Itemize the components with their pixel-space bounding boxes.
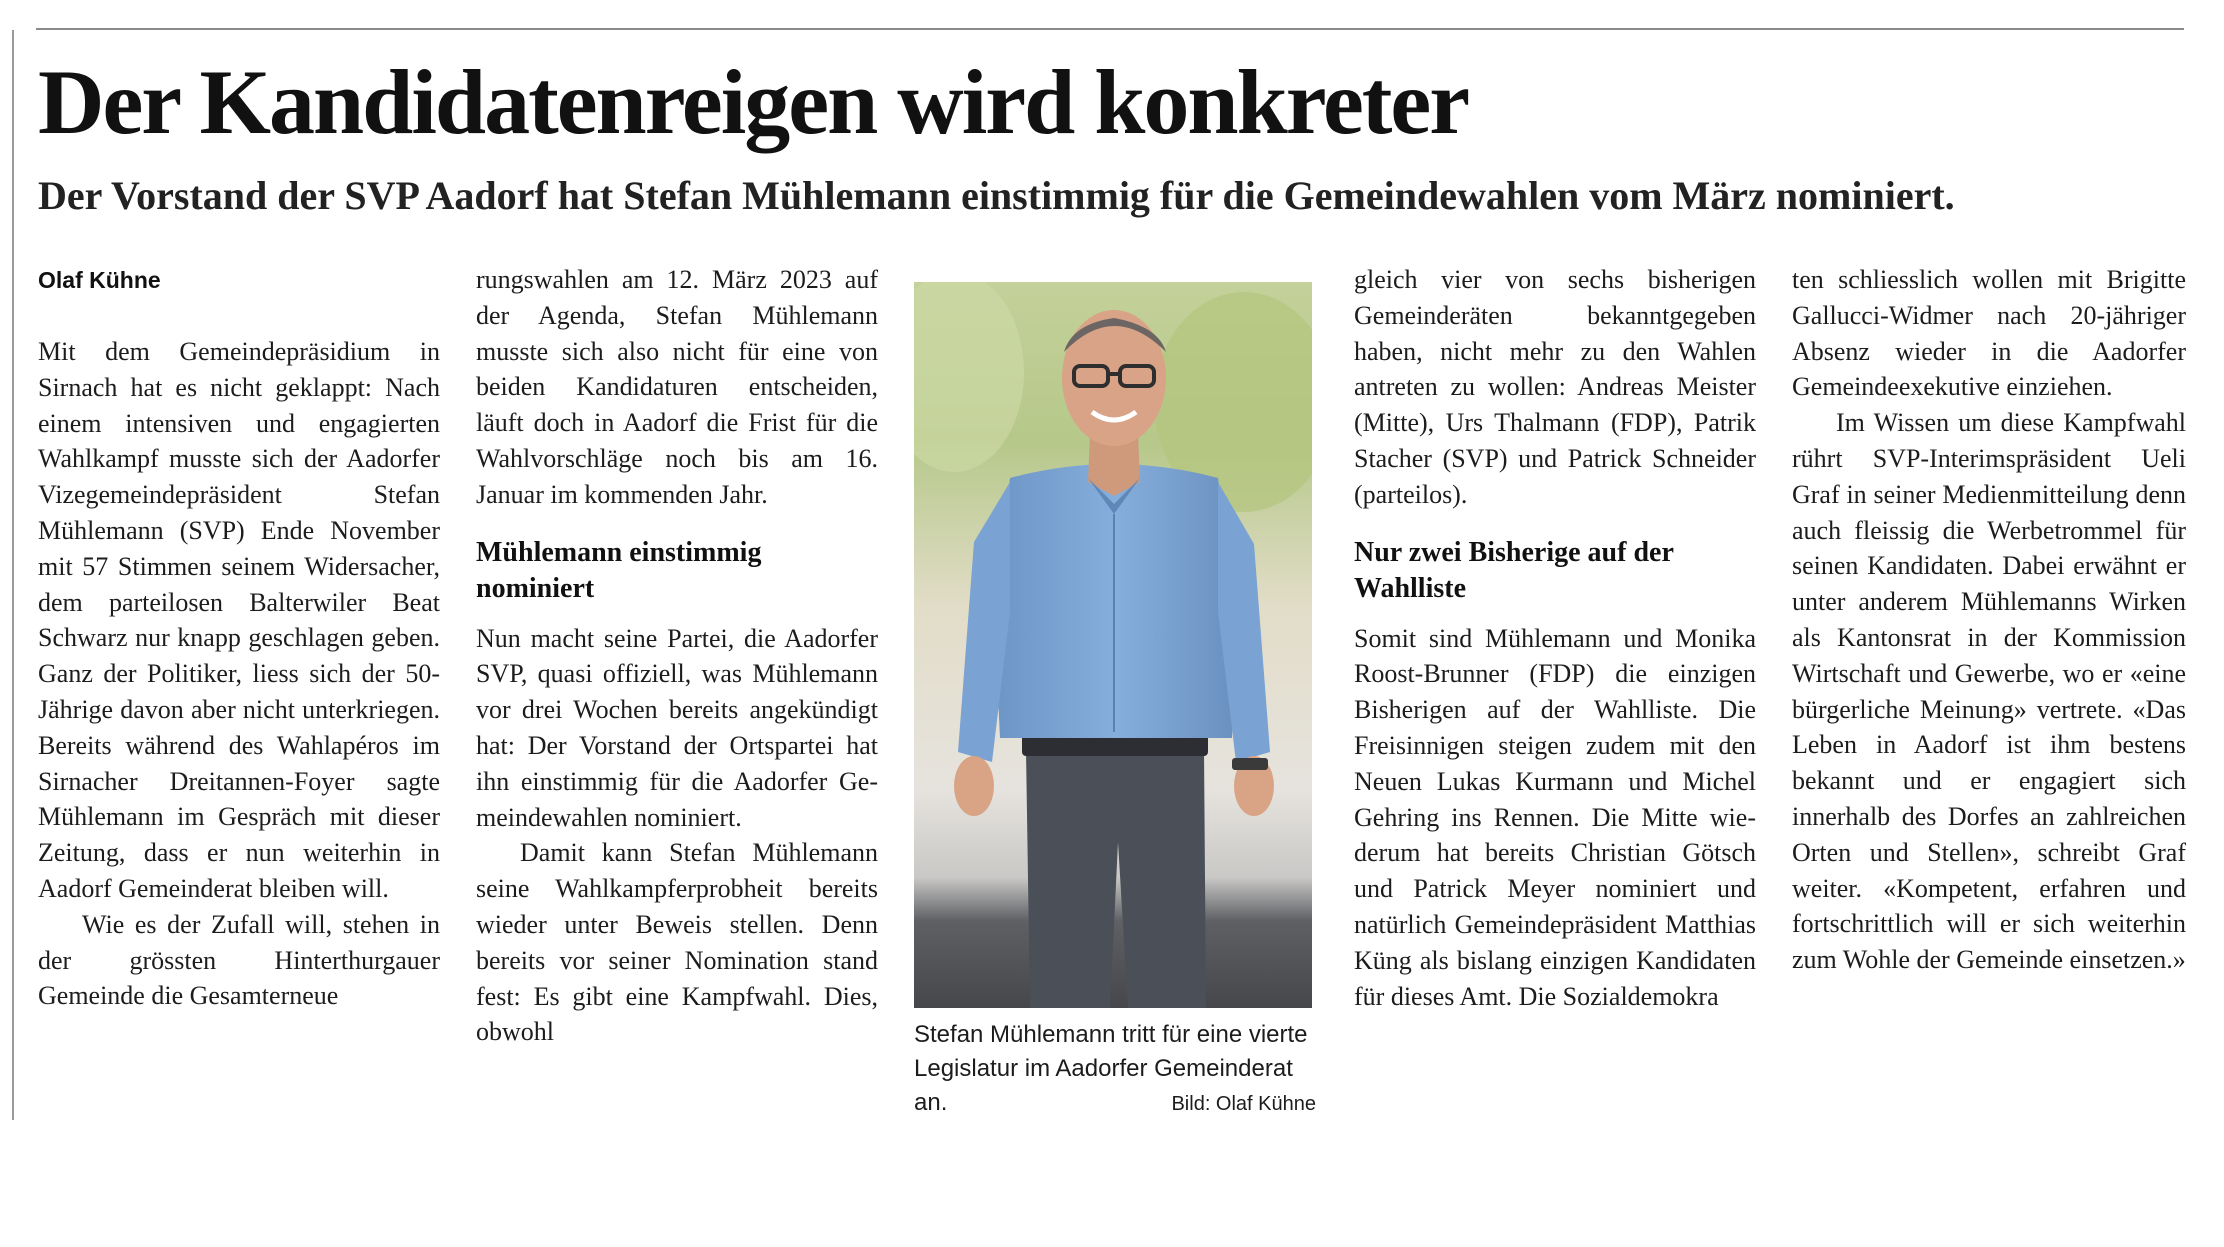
paragraph: Somit sind Mühlemann und Monika Roost-Brunner (FDP) die einzigen Bisherigen auf der Wahlliste. Die Freisinnigen steigen zudem mit den Neuen Lukas Kurmann und Michel Gehring ins Rennen. Die Mitte wiederum hat bereits Christian Götsch und Patrick Meyer nominiert und natürlich Gemeindepräsident Matthias Küng als bislang einzigen Kandidaten für dieses Amt. Die Sozialdemokra [1354,623,1756,1011]
photo-credit: Bild: Olaf Kühne [1171,1093,1316,1115]
caption-text: Stefan Mühlemann tritt für eine vierte Legislatur im Aadorfer Gemeinderat an. [914,1021,1308,1116]
paragraph: Wie es der Zufall will, stehen in der grössten Hinterthurgauer Gemeinde die Gesamterneue [38,909,440,1011]
column-4 [1354,262,1756,1014]
author-byline: Olaf Kühne [38,267,161,293]
left-rule [12,30,14,1120]
column-2 [476,262,878,1050]
headline: Der Kandidatenreigen wird konkreter [38,51,1469,153]
top-rule [36,28,2184,30]
paragraph: gleich vier von sechs bisherigen Gemeinderäten bekanntgegeben haben, nicht mehr zu den Wahlen antreten zu wollen: Andreas Meister (Mitte), Urs Thalmann (FDP), Patrik Stacher (SVP) und Patrick Schneider (parteilos). [1354,265,1756,509]
paragraph: rungswahlen am 12. März 2023 auf der Agenda, Stefan Mühlemann musste sich also nicht für eine von beiden Kandidaturen entscheiden, läuft doch in Aadorf die Frist für die Wahlvorschläge noch bis am 16. Januar im kommenden Jahr. [476,265,878,509]
paragraph: Mit dem Gemeindepräsidium in Sirnach hat es nicht geklappt: Nach einem intensiven und engagierten Wahlkampf musste sich der Aadorfer Vizegemeindepräsident Stefan Mühlemann (SVP) Ende November mit 57 Stimmen seinem Widersacher, dem parteilosen Balterwiler Beat Schwarz nur knapp geschlagen geben. Ganz der Politiker, liess sich der 50-Jährige davon aber nicht unterkriegen. Bereits während des Wahlapéros im Sirnacher Dreitannen-Foyer sagte Mühlemann im Gespräch mit dieser Zeitung, dass er nun weiterhin in Aadorf Gemeinderat bleiben will. [38,337,440,903]
section-heading: Mühlemann einstimmig nominiert [476,536,762,604]
paragraph: Nun macht seine Partei, die Aadorfer SVP, quasi offiziell, was Mühlemann vor drei Wochen bereits angekündigt hat: Der Vorstand der Ortspartei hat ihn einstimmig für die Aadorfer Gemeindewahlen nominiert. [476,623,878,832]
column-5 [1792,262,2186,978]
portrait-photo [914,282,1312,1008]
paragraph: Im Wissen um diese Kampfwahl rührt SVP-Interimspräsident Ueli Graf in seiner Medienmitteilung denn auch fleissig die Werbetrommel für seinen Kandidaten. Dabei erwähnt er unter anderem Mühlemanns Wirken als Kantonsrat in der Kommission Wirtschaft und Gewerbe, wo er «eine bürgerliche Meinung» vertrete. «Das Leben in Aadorf ist ihm bestens bekannt und er engagiert sich innerhalb des Dorfes an zahlreichen Orten und Stellen», schreibt Graf weiter. «Kompetent, erfahren und fortschrittlich will er sich weiterhin zum Wohle der Gemeinde einsetzen.» [1792,408,2186,975]
paragraph: Damit kann Stefan Mühlemann seine Wahlkampferprobheit bereits wieder unter Beweis stellen. Denn bereits vor seiner Nomination stand fest: Es gibt eine Kampfwahl. Dies, obwohl [476,838,878,1047]
paragraph: ten schliesslich wollen mit Brigitte Gallucci-Widmer nach 20-jähriger Absenz wieder in die Aadorfer Gemeindeexekutive einziehen. [1792,265,2186,402]
portrait-illustration [914,282,1312,1008]
subheadline: Der Vorstand der SVP Aadorf hat Stefan Mühlemann einstimmig für die Gemeindewahlen vom März nominiert. [38,173,1955,218]
section-heading: Nur zwei Bisherige auf der Wahlliste [1354,536,1674,604]
column-1 [38,262,440,1014]
photo-caption [914,1018,1316,1120]
